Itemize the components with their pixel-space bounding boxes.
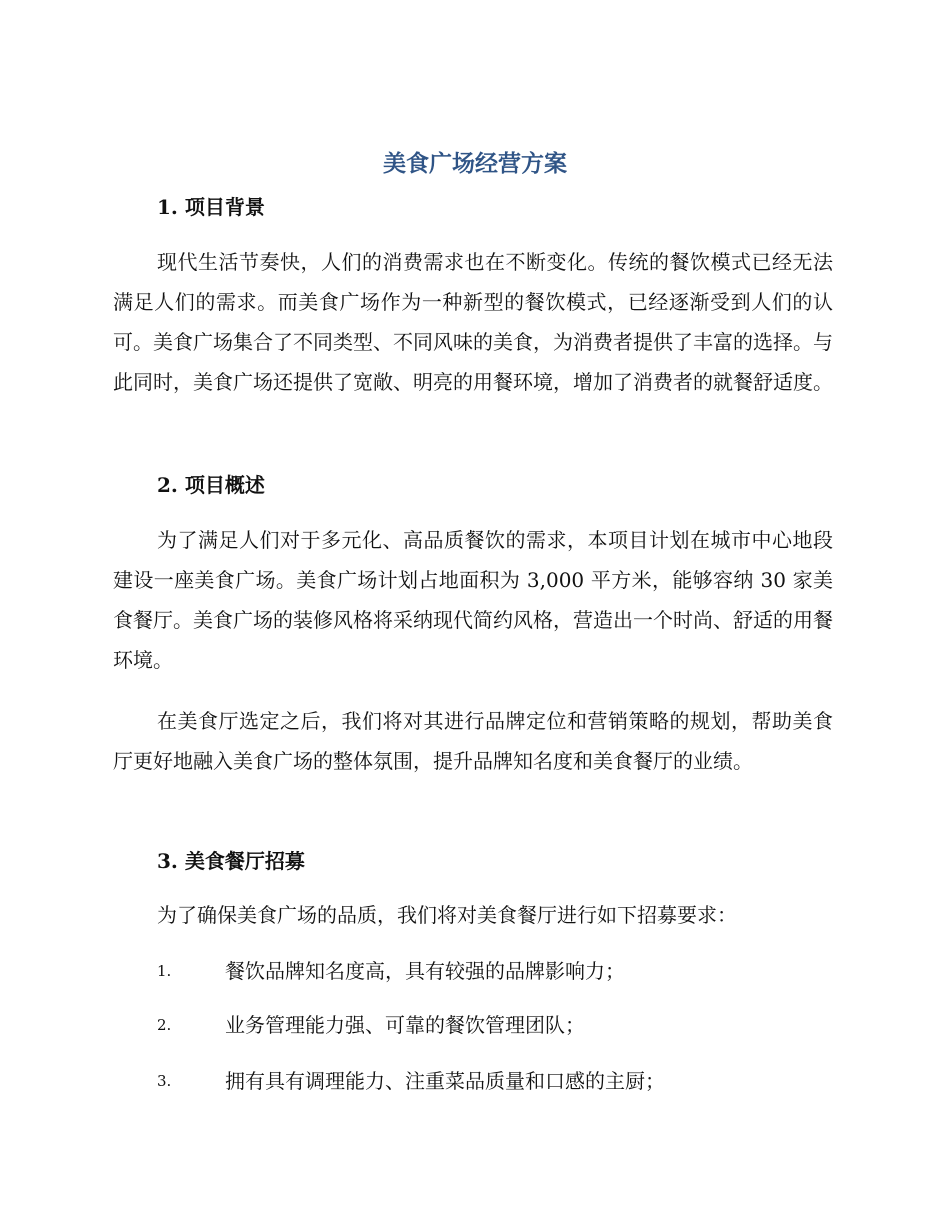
list-item-number: 2.	[157, 1016, 172, 1034]
section-heading-recruitment: 3. 美食餐厅招募	[157, 849, 305, 873]
paragraph-background: 现代生活节奏快，人们的消费需求也在不断变化。传统的餐饮模式已经无法满足人们的需求。而美食广场作为一种新型的餐饮模式，已经逐渐受到人们的认可。美食广场集合了不同类型、不同风味的美食，为消费者提供了丰富的选择。与此同时，美食广场还提供了宽敞、明亮的用餐环境，增加了消费者的就餐舒适度。	[113, 250, 833, 394]
list-item-number: 1.	[157, 962, 172, 980]
list-item-text: 拥有具有调理能力、注重菜品质量和口感的主厨；	[225, 1069, 665, 1093]
section-heading-background: 1. 项目背景	[157, 195, 265, 219]
paragraph-overview-2: 在美食厅选定之后，我们将对其进行品牌定位和营销策略的规划，帮助美食厅更好地融入美食广场的整体氛围，提升品牌知名度和美食餐厅的业绩。	[113, 709, 833, 773]
list-item-text: 业务管理能力强、可靠的餐饮管理团队；	[225, 1013, 585, 1037]
section-heading-overview: 2. 项目概述	[157, 473, 265, 497]
paragraph-recruitment-intro: 为了确保美食广场的品质，我们将对美食餐厅进行如下招募要求：	[157, 903, 737, 927]
document-title: 美食广场经营方案	[383, 151, 567, 177]
list-item	[157, 1010, 837, 1040]
paragraph-overview-1: 为了满足人们对于多元化、高品质餐饮的需求，本项目计划在城市中心地段建设一座美食广场。美食广场计划占地面积为 3,000 平方米，能够容纳 30 家美食餐厅。美食广场的装修风格将采纳现代简约风格，营造出一个时尚、舒适的用餐环境。	[113, 528, 833, 672]
list-item	[157, 956, 837, 986]
list-item	[157, 1066, 837, 1096]
list-item-text: 餐饮品牌知名度高，具有较强的品牌影响力；	[225, 959, 625, 983]
list-item-number: 3.	[157, 1072, 172, 1090]
